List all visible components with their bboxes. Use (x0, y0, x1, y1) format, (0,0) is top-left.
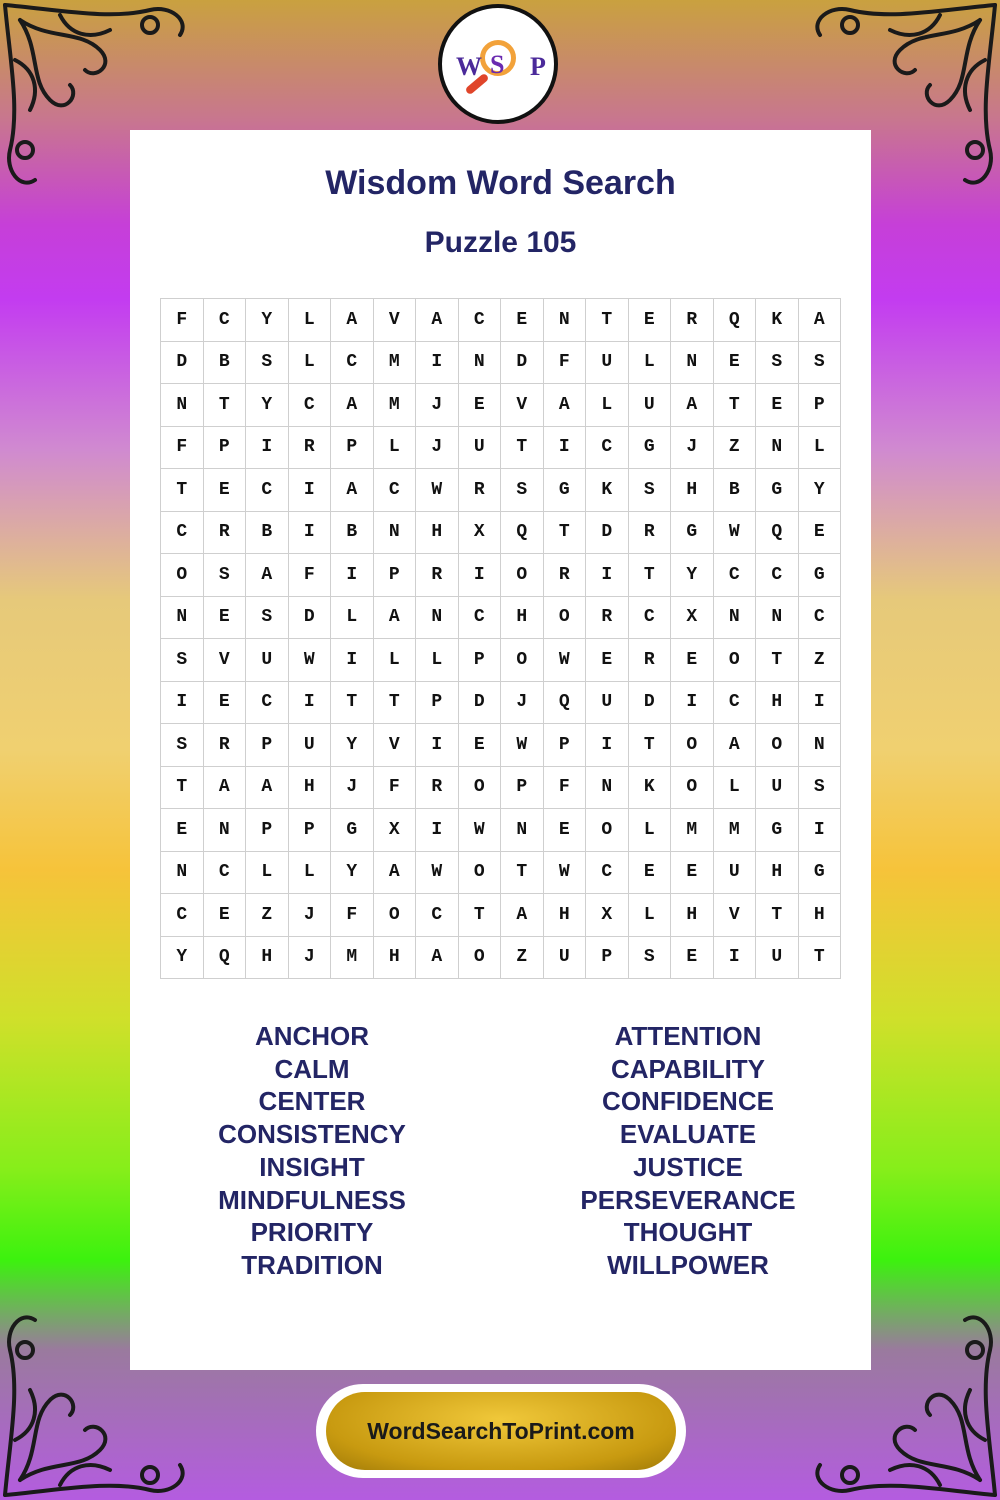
grid-cell: A (331, 299, 374, 342)
word-list-item: CONSISTENCY (218, 1119, 406, 1150)
grid-cell: C (714, 554, 757, 597)
grid-cell: T (714, 384, 757, 427)
grid-cell: O (161, 554, 204, 597)
grid-cell: A (501, 894, 544, 937)
grid-cell: O (459, 767, 502, 810)
grid-cell: Q (501, 512, 544, 555)
site-link[interactable]: WordSearchToPrint.com (326, 1392, 676, 1470)
grid-cell: P (289, 809, 332, 852)
grid-cell: Y (246, 299, 289, 342)
grid-cell: O (501, 639, 544, 682)
grid-cell: O (586, 809, 629, 852)
grid-cell: C (459, 597, 502, 640)
grid-cell: A (331, 469, 374, 512)
grid-cell: I (289, 469, 332, 512)
grid-cell: D (629, 682, 672, 725)
grid-cell: T (374, 682, 417, 725)
grid-cell: N (544, 299, 587, 342)
grid-cell: T (756, 894, 799, 937)
grid-cell: I (544, 427, 587, 470)
grid-cell: H (756, 852, 799, 895)
grid-cell: D (586, 512, 629, 555)
grid-cell: W (416, 469, 459, 512)
grid-cell: G (799, 852, 842, 895)
grid-cell: B (714, 469, 757, 512)
grid-cell: S (756, 342, 799, 385)
grid-cell: L (289, 342, 332, 385)
grid-cell: I (331, 554, 374, 597)
grid-cell: H (416, 512, 459, 555)
word-list-item: ANCHOR (254, 1021, 370, 1051)
page-title: Wisdom Word Search (325, 164, 676, 202)
grid-cell: Q (756, 512, 799, 555)
grid-cell: V (714, 894, 757, 937)
grid-cell: H (671, 894, 714, 937)
grid-cell: S (799, 767, 842, 810)
grid-cell: Y (246, 384, 289, 427)
site-logo[interactable] (438, 4, 558, 124)
grid-cell: A (544, 384, 587, 427)
grid-cell: E (629, 299, 672, 342)
grid-cell: I (714, 937, 757, 980)
grid-cell: A (204, 767, 247, 810)
word-list-item: CAPABILITY (610, 1053, 766, 1084)
grid-cell: P (799, 384, 842, 427)
grid-cell: E (501, 299, 544, 342)
grid-cell: T (331, 682, 374, 725)
grid-cell: E (756, 384, 799, 427)
grid-cell: C (204, 299, 247, 342)
grid-cell: C (586, 852, 629, 895)
grid-cell: F (331, 894, 374, 937)
grid-cell: S (161, 639, 204, 682)
grid-cell: T (204, 384, 247, 427)
grid-cell: C (246, 469, 289, 512)
grid-cell: A (374, 852, 417, 895)
grid-cell: P (331, 427, 374, 470)
grid-cell: K (586, 469, 629, 512)
grid-cell: I (459, 554, 502, 597)
grid-cell: I (246, 427, 289, 470)
grid-cell: V (501, 384, 544, 427)
word-list-item: WILLPOWER (607, 1249, 769, 1280)
grid-cell: I (416, 342, 459, 385)
grid-cell: C (416, 894, 459, 937)
grid-cell: G (756, 469, 799, 512)
grid-cell: Y (331, 724, 374, 767)
grid-cell: O (756, 724, 799, 767)
word-list-item: TRADITION (241, 1249, 383, 1280)
grid-cell: C (374, 469, 417, 512)
grid-cell: P (586, 937, 629, 980)
grid-cell: T (501, 852, 544, 895)
grid-cell: U (756, 767, 799, 810)
grid-cell: Z (714, 427, 757, 470)
grid-cell: V (374, 299, 417, 342)
grid-cell: I (416, 724, 459, 767)
grid-cell: U (459, 427, 502, 470)
grid-cell: J (289, 937, 332, 980)
grid-cell: V (374, 724, 417, 767)
grid-cell: Q (544, 682, 587, 725)
grid-cell: F (544, 767, 587, 810)
grid-cell: R (204, 724, 247, 767)
grid-cell: S (246, 342, 289, 385)
grid-cell: D (161, 342, 204, 385)
grid-cell: J (416, 427, 459, 470)
grid-cell: R (586, 597, 629, 640)
grid-cell: T (629, 724, 672, 767)
grid-cell: S (799, 342, 842, 385)
grid-cell: E (204, 469, 247, 512)
grid-cell: M (714, 809, 757, 852)
grid-cell: K (756, 299, 799, 342)
grid-cell: M (374, 384, 417, 427)
grid-cell: X (459, 512, 502, 555)
grid-cell: O (459, 937, 502, 980)
grid-cell: Q (204, 937, 247, 980)
grid-cell: W (544, 852, 587, 895)
grid-cell: N (204, 809, 247, 852)
grid-cell: N (161, 852, 204, 895)
word-list-item: THOUGHT (623, 1217, 753, 1248)
grid-cell: C (629, 597, 672, 640)
grid-cell: I (161, 682, 204, 725)
word-list-item: CENTER (258, 1086, 366, 1117)
grid-cell: J (416, 384, 459, 427)
grid-cell: T (586, 299, 629, 342)
word-list-item: MINDFULNESS (218, 1184, 406, 1215)
grid-cell: C (289, 384, 332, 427)
grid-cell: I (331, 639, 374, 682)
grid-cell: C (459, 299, 502, 342)
grid-cell: L (289, 852, 332, 895)
grid-cell: W (289, 639, 332, 682)
grid-cell: V (204, 639, 247, 682)
grid-cell: A (714, 724, 757, 767)
grid-cell: X (374, 809, 417, 852)
grid-cell: N (161, 384, 204, 427)
grid-cell: H (756, 682, 799, 725)
grid-cell: H (246, 937, 289, 980)
grid-cell: S (501, 469, 544, 512)
grid-cell: B (331, 512, 374, 555)
grid-cell: R (289, 427, 332, 470)
word-list-item: PERSEVERANCE (580, 1184, 796, 1215)
grid-cell: U (544, 937, 587, 980)
grid-cell: E (629, 852, 672, 895)
grid-cell: G (671, 512, 714, 555)
grid-cell: F (289, 554, 332, 597)
grid-cell: E (671, 937, 714, 980)
grid-cell: L (374, 427, 417, 470)
grid-cell: L (714, 767, 757, 810)
grid-cell: F (544, 342, 587, 385)
grid-cell: L (799, 427, 842, 470)
grid-cell: N (374, 512, 417, 555)
grid-cell: T (501, 427, 544, 470)
grid-cell: I (416, 809, 459, 852)
grid-cell: P (246, 724, 289, 767)
grid-cell: S (629, 937, 672, 980)
grid-cell: F (161, 299, 204, 342)
grid-cell: R (416, 767, 459, 810)
grid-cell: H (289, 767, 332, 810)
grid-cell: R (416, 554, 459, 597)
grid-cell: B (246, 512, 289, 555)
grid-cell: N (161, 597, 204, 640)
grid-cell: E (161, 809, 204, 852)
grid-cell: T (544, 512, 587, 555)
grid-cell: O (459, 852, 502, 895)
grid-cell: E (459, 724, 502, 767)
word-list-item: JUSTICE (633, 1151, 743, 1182)
grid-cell: C (246, 682, 289, 725)
grid-cell: J (331, 767, 374, 810)
grid-cell: G (544, 469, 587, 512)
grid-cell: Z (501, 937, 544, 980)
grid-cell: G (331, 809, 374, 852)
grid-cell: C (714, 682, 757, 725)
grid-cell: U (246, 639, 289, 682)
grid-cell: D (501, 342, 544, 385)
grid-cell: C (161, 894, 204, 937)
letter-grid (160, 298, 841, 979)
grid-cell: S (246, 597, 289, 640)
grid-cell: R (459, 469, 502, 512)
grid-cell: N (799, 724, 842, 767)
site-banner[interactable] (316, 1384, 686, 1478)
puzzle-number: Puzzle 105 (424, 226, 577, 259)
grid-cell: W (459, 809, 502, 852)
grid-cell: L (586, 384, 629, 427)
grid-cell: R (204, 512, 247, 555)
grid-cell: E (204, 682, 247, 725)
grid-cell: T (629, 554, 672, 597)
grid-cell: E (671, 639, 714, 682)
grid-cell: O (714, 639, 757, 682)
logo-letter-p: P (530, 52, 546, 81)
grid-cell: N (416, 597, 459, 640)
grid-cell: B (204, 342, 247, 385)
logo-letter-w: W (456, 52, 482, 81)
grid-cell: L (629, 342, 672, 385)
grid-cell: F (161, 427, 204, 470)
grid-cell: E (459, 384, 502, 427)
grid-cell: I (289, 512, 332, 555)
grid-cell: E (204, 597, 247, 640)
grid-cell: Z (799, 639, 842, 682)
grid-cell: P (374, 554, 417, 597)
grid-cell: A (246, 767, 289, 810)
grid-cell: T (799, 937, 842, 980)
grid-cell: U (289, 724, 332, 767)
grid-cell: H (374, 937, 417, 980)
grid-cell: W (714, 512, 757, 555)
grid-cell: M (671, 809, 714, 852)
grid-cell: T (459, 894, 502, 937)
grid-cell: D (289, 597, 332, 640)
word-list-item: CONFIDENCE (602, 1086, 774, 1117)
grid-cell: C (586, 427, 629, 470)
grid-cell: H (544, 894, 587, 937)
grid-cell: D (459, 682, 502, 725)
grid-cell: C (161, 512, 204, 555)
word-list-item: CALM (274, 1053, 350, 1084)
word-list-left (162, 1020, 462, 1282)
grid-cell: O (374, 894, 417, 937)
grid-cell: A (374, 597, 417, 640)
grid-cell: C (756, 554, 799, 597)
grid-cell: X (586, 894, 629, 937)
grid-cell: E (544, 809, 587, 852)
grid-cell: H (501, 597, 544, 640)
grid-cell: U (586, 342, 629, 385)
grid-cell: A (416, 937, 459, 980)
word-list-item: EVALUATE (619, 1119, 757, 1150)
grid-cell: E (799, 512, 842, 555)
grid-cell: O (544, 597, 587, 640)
grid-cell: J (501, 682, 544, 725)
grid-cell: O (501, 554, 544, 597)
grid-cell: C (331, 342, 374, 385)
grid-cell: J (671, 427, 714, 470)
grid-cell: T (161, 767, 204, 810)
grid-cell: L (416, 639, 459, 682)
grid-cell: W (501, 724, 544, 767)
grid-cell: A (799, 299, 842, 342)
grid-cell: N (459, 342, 502, 385)
grid-cell: R (544, 554, 587, 597)
grid-cell: R (629, 512, 672, 555)
grid-cell: A (246, 554, 289, 597)
grid-cell: T (756, 639, 799, 682)
grid-cell: H (671, 469, 714, 512)
grid-cell: R (629, 639, 672, 682)
grid-cell: E (204, 894, 247, 937)
grid-cell: U (756, 937, 799, 980)
grid-cell: Z (246, 894, 289, 937)
grid-cell: M (331, 937, 374, 980)
grid-cell: N (586, 767, 629, 810)
word-list-item: PRIORITY (250, 1217, 374, 1248)
grid-cell: P (459, 639, 502, 682)
grid-cell: W (544, 639, 587, 682)
grid-cell: G (799, 554, 842, 597)
grid-cell: M (374, 342, 417, 385)
grid-cell: C (204, 852, 247, 895)
grid-cell: A (416, 299, 459, 342)
grid-cell: Y (331, 852, 374, 895)
grid-cell: N (756, 427, 799, 470)
grid-cell: I (289, 682, 332, 725)
grid-cell: S (204, 554, 247, 597)
grid-cell: I (799, 682, 842, 725)
grid-cell: S (629, 469, 672, 512)
grid-cell: A (331, 384, 374, 427)
grid-cell: L (374, 639, 417, 682)
grid-cell: S (161, 724, 204, 767)
word-list-item: INSIGHT (259, 1151, 365, 1182)
grid-cell: Y (671, 554, 714, 597)
grid-cell: Y (799, 469, 842, 512)
grid-cell: H (799, 894, 842, 937)
grid-cell: I (799, 809, 842, 852)
grid-cell: U (586, 682, 629, 725)
word-list-item: ATTENTION (614, 1021, 762, 1051)
grid-cell: X (671, 597, 714, 640)
grid-cell: N (501, 809, 544, 852)
grid-cell: P (501, 767, 544, 810)
logo-letter-s: S (490, 50, 505, 79)
grid-cell: E (714, 342, 757, 385)
grid-cell: J (289, 894, 332, 937)
grid-cell: E (586, 639, 629, 682)
grid-cell: T (161, 469, 204, 512)
grid-cell: N (714, 597, 757, 640)
grid-cell: N (671, 342, 714, 385)
grid-cell: O (671, 767, 714, 810)
grid-cell: P (204, 427, 247, 470)
grid-cell: L (629, 809, 672, 852)
grid-cell: G (629, 427, 672, 470)
grid-cell: P (544, 724, 587, 767)
grid-cell: L (246, 852, 289, 895)
grid-cell: R (671, 299, 714, 342)
grid-cell: W (416, 852, 459, 895)
grid-cell: Q (714, 299, 757, 342)
grid-cell: N (756, 597, 799, 640)
grid-cell: U (714, 852, 757, 895)
grid-cell: I (586, 554, 629, 597)
grid-cell: F (374, 767, 417, 810)
grid-cell: K (629, 767, 672, 810)
grid-cell: L (289, 299, 332, 342)
grid-cell: E (671, 852, 714, 895)
grid-cell: C (799, 597, 842, 640)
grid-cell: L (629, 894, 672, 937)
grid-cell: Y (161, 937, 204, 980)
grid-cell: A (671, 384, 714, 427)
grid-cell: L (331, 597, 374, 640)
grid-cell: U (629, 384, 672, 427)
grid-cell: I (586, 724, 629, 767)
grid-cell: P (416, 682, 459, 725)
grid-cell: O (671, 724, 714, 767)
grid-cell: G (756, 809, 799, 852)
grid-cell: I (671, 682, 714, 725)
grid-cell: P (246, 809, 289, 852)
word-list-right (538, 1020, 838, 1282)
